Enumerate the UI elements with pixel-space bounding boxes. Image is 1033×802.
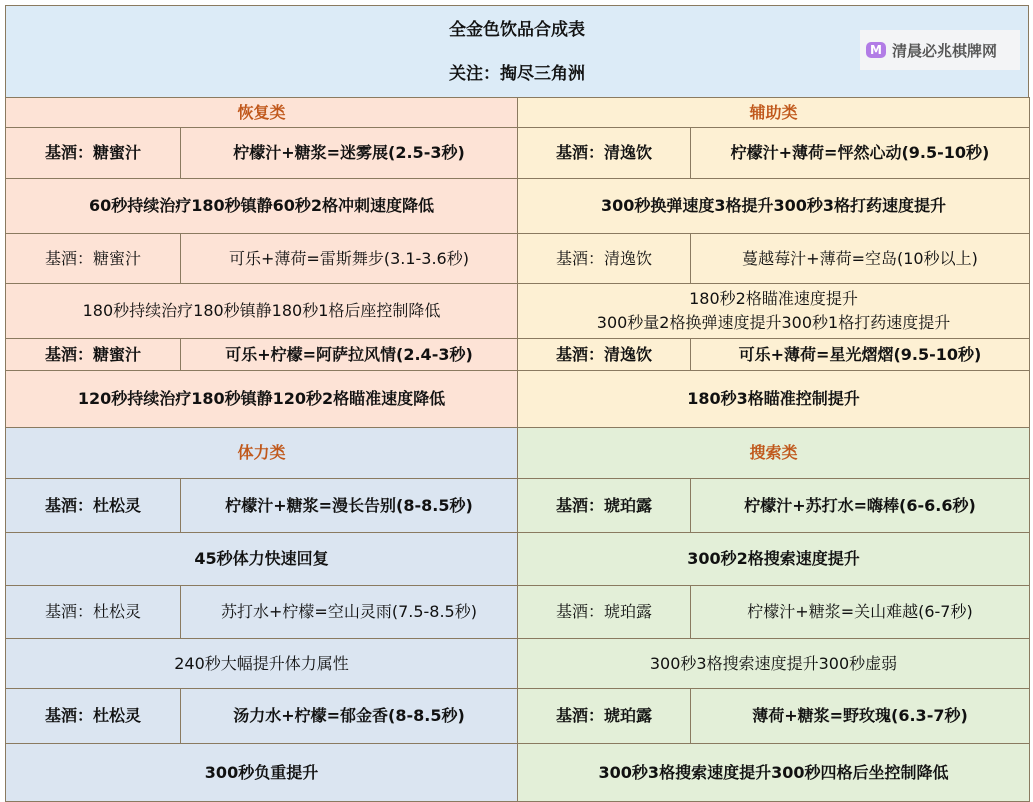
base-liquor-cell: 基酒：杜松灵 xyxy=(5,478,181,533)
recipe-cell: 柠檬汁+苏打水=嗨棒(6-6.6秒) xyxy=(690,478,1030,533)
recipe-cell: 可乐+柠檬=阿萨拉风情(2.4-3秒) xyxy=(180,338,518,371)
effect-cell: 300秒负重提升 xyxy=(5,743,518,802)
base-liquor-cell: 基酒：杜松灵 xyxy=(5,688,181,744)
watermark-text: 清晨必兆棋牌网 xyxy=(892,41,998,60)
base-liquor-cell: 基酒：糖蜜汁 xyxy=(5,338,181,371)
recipe-cell: 薄荷+糖浆=野玫瑰(6.3-7秒) xyxy=(690,688,1030,744)
section-header: 体力类 xyxy=(5,427,518,479)
base-liquor-cell: 基酒：琥珀露 xyxy=(517,688,691,744)
base-liquor-cell: 基酒：琥珀露 xyxy=(517,478,691,533)
effect-cell: 300秒3格搜索速度提升300秒虚弱 xyxy=(517,638,1030,689)
effect-cell: 180秒3格瞄准控制提升 xyxy=(517,370,1030,428)
recipe-cell: 柠檬汁+薄荷=怦然心动(9.5-10秒) xyxy=(690,127,1030,179)
effect-cell: 60秒持续治疗180秒镇静60秒2格冲刺速度降低 xyxy=(5,178,518,234)
effect-cell: 45秒体力快速回复 xyxy=(5,532,518,586)
title-text: 全金色饮品合成表 xyxy=(449,19,585,40)
effect-cell: 300秒2格搜索速度提升 xyxy=(517,532,1030,586)
section-header: 恢复类 xyxy=(5,97,518,128)
effect-cell: 240秒大幅提升体力属性 xyxy=(5,638,518,689)
watermark-logo-icon: M xyxy=(866,42,886,58)
watermark xyxy=(860,30,1020,70)
recipe-cell: 汤力水+柠檬=郁金香(8-8.5秒) xyxy=(180,688,518,744)
recipe-cell: 苏打水+柠檬=空山灵雨(7.5-8.5秒) xyxy=(180,585,518,639)
subtitle-text: 关注：掏尽三角洲 xyxy=(449,63,585,84)
base-liquor-cell: 基酒：清逸饮 xyxy=(517,233,691,284)
base-liquor-cell: 基酒：琥珀露 xyxy=(517,585,691,639)
section-header: 搜索类 xyxy=(517,427,1030,479)
section-header: 辅助类 xyxy=(517,97,1030,128)
effect-cell: 300秒3格搜索速度提升300秒四格后坐控制降低 xyxy=(517,743,1030,802)
effect-cell: 180秒持续治疗180秒镇静180秒1格后座控制降低 xyxy=(5,283,518,339)
recipe-cell: 柠檬汁+糖浆=关山难越(6-7秒) xyxy=(690,585,1030,639)
base-liquor-cell: 基酒：糖蜜汁 xyxy=(5,233,181,284)
recipe-cell: 可乐+薄荷=星光熠熠(9.5-10秒) xyxy=(690,338,1030,371)
base-liquor-cell: 基酒：清逸饮 xyxy=(517,127,691,179)
effect-cell: 300秒换弹速度3格提升300秒3格打药速度提升 xyxy=(517,178,1030,234)
base-liquor-cell: 基酒：杜松灵 xyxy=(5,585,181,639)
recipe-cell: 柠檬汁+糖浆=迷雾展(2.5-3秒) xyxy=(180,127,518,179)
recipe-cell: 可乐+薄荷=雷斯舞步(3.1-3.6秒) xyxy=(180,233,518,284)
base-liquor-cell: 基酒：清逸饮 xyxy=(517,338,691,371)
effect-cell: 120秒持续治疗180秒镇静120秒2格瞄准速度降低 xyxy=(5,370,518,428)
recipe-cell: 蔓越莓汁+薄荷=空岛(10秒以上) xyxy=(690,233,1030,284)
base-liquor-cell: 基酒：糖蜜汁 xyxy=(5,127,181,179)
effect-cell: 180秒2格瞄准速度提升 300秒量2格换弹速度提升300秒1格打药速度提升 xyxy=(517,283,1030,339)
recipe-cell: 柠檬汁+糖浆=漫长告别(8-8.5秒) xyxy=(180,478,518,533)
